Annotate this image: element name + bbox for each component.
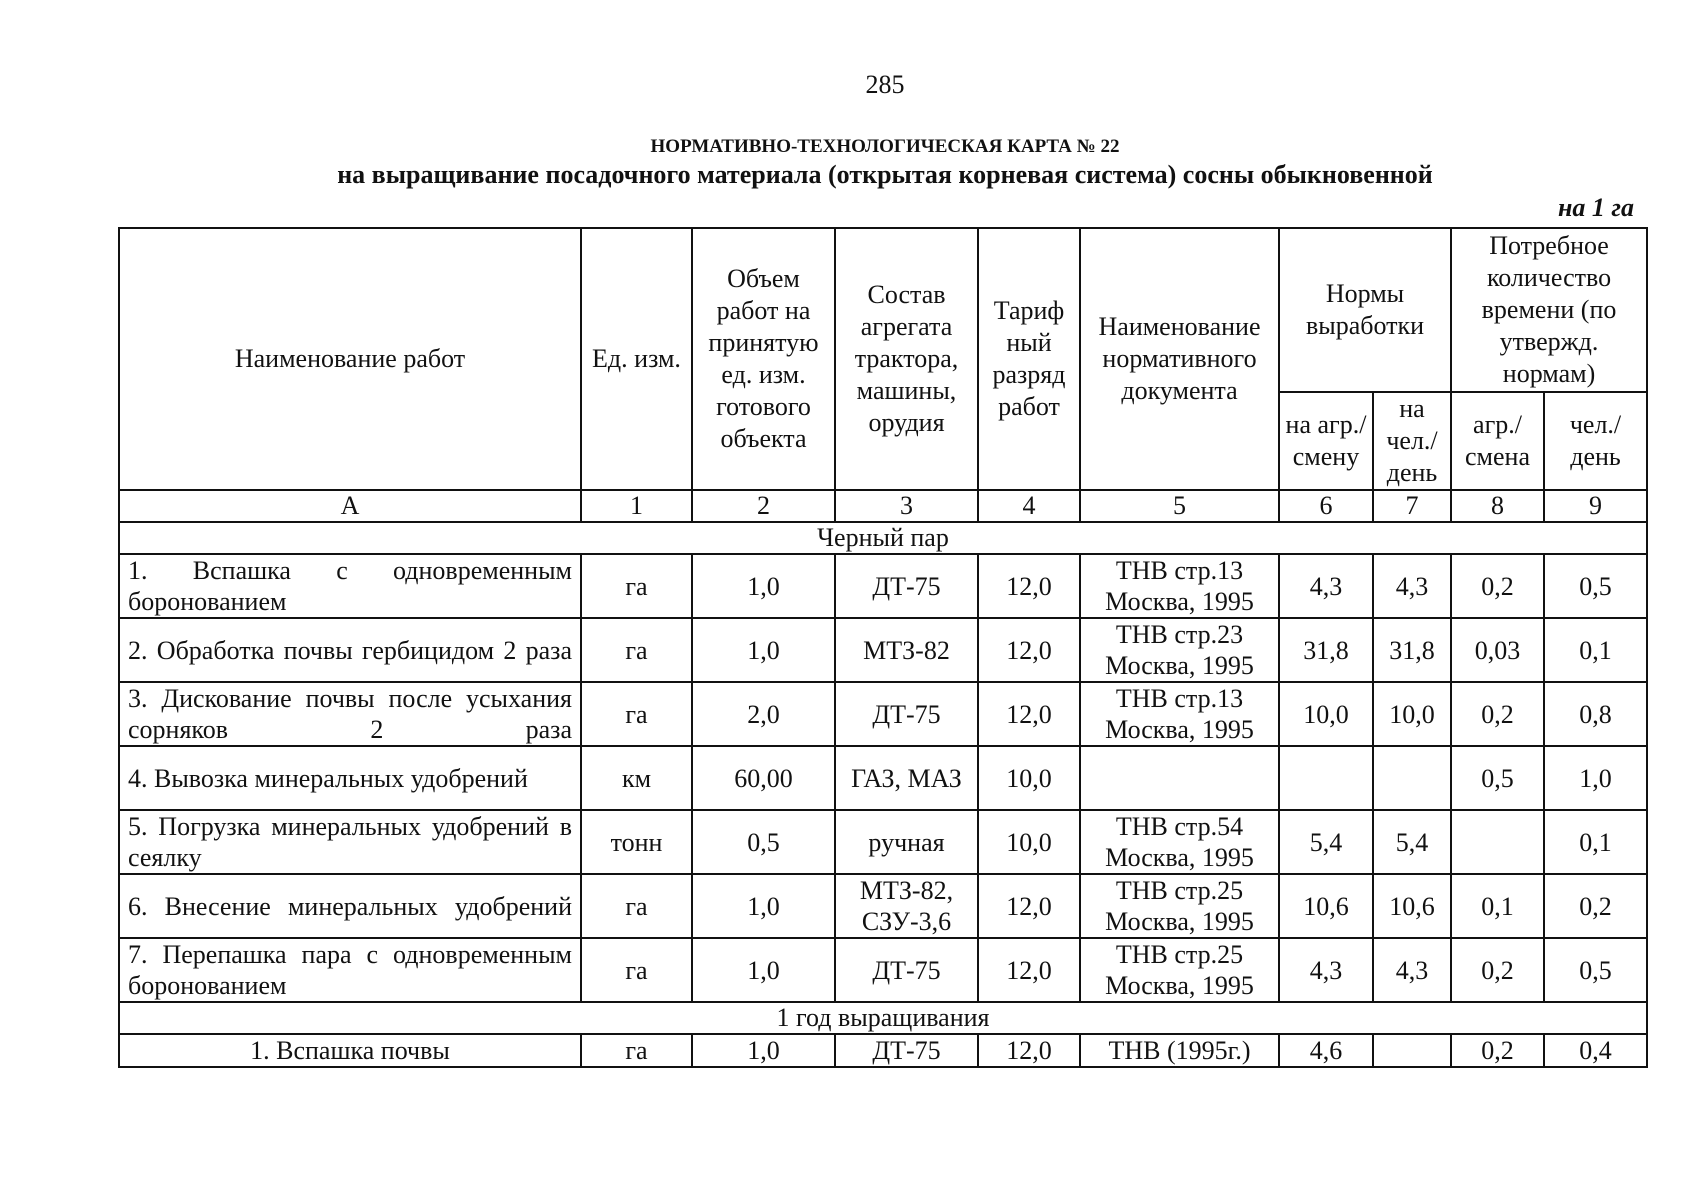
tariff-cell: 10,0 [978, 810, 1080, 874]
time-person-cell: 1,0 [1544, 746, 1647, 810]
index-cell: 1 [581, 490, 692, 522]
index-row [119, 490, 1647, 522]
time-agr-cell [1451, 810, 1544, 874]
index-cell: 7 [1373, 490, 1451, 522]
table-row [119, 874, 1647, 938]
aggregate-cell: ДТ-75 [835, 938, 978, 1002]
work-name-cell: 6. Внесение минеральных удобрений [119, 874, 581, 938]
table-row [119, 554, 1647, 618]
header-work: Наименование работ [119, 228, 581, 490]
header-time-required: Потребное количество времени (по утвержд. нормам) [1451, 228, 1647, 392]
unit-note: на 1 га [1557, 193, 1634, 222]
aggregate-cell: ручная [835, 810, 978, 874]
page-number: 285 [865, 70, 905, 99]
norm-person-cell: 4,3 [1373, 938, 1451, 1002]
tariff-cell: 12,0 [978, 938, 1080, 1002]
unit-cell: га [581, 1034, 692, 1067]
unit-cell: га [581, 938, 692, 1002]
index-cell: 3 [835, 490, 978, 522]
time-agr-cell: 0,03 [1451, 618, 1544, 682]
volume-cell: 60,00 [692, 746, 835, 810]
volume-cell: 1,0 [692, 554, 835, 618]
norm-agr-cell: 4,6 [1279, 1034, 1373, 1067]
time-person-cell: 0,1 [1544, 810, 1647, 874]
section-row [119, 1002, 1647, 1034]
work-name-cell: 5. Погрузка минеральных удобрений в сеялку [119, 810, 581, 874]
tariff-cell: 12,0 [978, 554, 1080, 618]
work-name-cell: 1. Вспашка почвы [119, 1034, 581, 1067]
tariff-cell: 12,0 [978, 618, 1080, 682]
header-volume: Объем работ на принятую ед. изм. готового объекта [692, 228, 835, 490]
norm-agr-cell: 4,3 [1279, 938, 1373, 1002]
aggregate-cell: ГАЗ, МАЗ [835, 746, 978, 810]
norm-person-cell [1373, 746, 1451, 810]
volume-cell: 1,0 [692, 618, 835, 682]
section-row [119, 522, 1647, 554]
time-person-cell: 0,8 [1544, 682, 1647, 746]
norm-person-cell: 10,0 [1373, 682, 1451, 746]
document-cell: ТНВ стр.25 Москва, 1995 [1080, 938, 1279, 1002]
tariff-cell: 12,0 [978, 1034, 1080, 1067]
index-cell: 9 [1544, 490, 1647, 522]
index-cell: 5 [1080, 490, 1279, 522]
tariff-cell: 10,0 [978, 746, 1080, 810]
aggregate-cell: ДТ-75 [835, 682, 978, 746]
aggregate-cell: ДТ-75 [835, 554, 978, 618]
work-name-cell: 2. Обработка почвы гербицидом 2 раза [119, 618, 581, 682]
volume-cell: 1,0 [692, 938, 835, 1002]
norm-person-cell [1373, 1034, 1451, 1067]
norm-table [118, 227, 1648, 1068]
index-cell: 6 [1279, 490, 1373, 522]
norm-person-cell: 31,8 [1373, 618, 1451, 682]
index-cell: 8 [1451, 490, 1544, 522]
header-norms-agr: на агр./ смену [1279, 392, 1373, 490]
document-subtitle: на выращивание посадочного материала (открытая корневая система) сосны обыкновенной [337, 160, 1433, 189]
work-name-cell: 3. Дискование почвы после усыхания сорняков 2 раза [119, 682, 581, 746]
document-cell: ТНВ стр.54 Москва, 1995 [1080, 810, 1279, 874]
tariff-cell: 12,0 [978, 874, 1080, 938]
section-title: 1 год выращивания [119, 1002, 1647, 1034]
norm-agr-cell: 10,6 [1279, 874, 1373, 938]
time-person-cell: 0,5 [1544, 554, 1647, 618]
norm-agr-cell: 5,4 [1279, 810, 1373, 874]
time-agr-cell: 0,2 [1451, 938, 1544, 1002]
norm-agr-cell: 31,8 [1279, 618, 1373, 682]
aggregate-cell: ДТ-75 [835, 1034, 978, 1067]
index-cell: 2 [692, 490, 835, 522]
index-cell: 4 [978, 490, 1080, 522]
document-cell: ТНВ (1995г.) [1080, 1034, 1279, 1067]
unit-cell: га [581, 682, 692, 746]
document-cell: ТНВ стр.13 Москва, 1995 [1080, 682, 1279, 746]
header-time-agr: агр./ смена [1451, 392, 1544, 490]
table-row [119, 682, 1647, 746]
table-row [119, 810, 1647, 874]
index-cell: А [119, 490, 581, 522]
document-cell: ТНВ стр.23 Москва, 1995 [1080, 618, 1279, 682]
header-norms-person: на чел./ день [1373, 392, 1451, 490]
time-agr-cell: 0,1 [1451, 874, 1544, 938]
norm-person-cell: 4,3 [1373, 554, 1451, 618]
header-tariff: Тариф ный разряд работ [978, 228, 1080, 490]
table-row [119, 746, 1647, 810]
table-row [119, 938, 1647, 1002]
document-cell [1080, 746, 1279, 810]
volume-cell: 0,5 [692, 810, 835, 874]
volume-cell: 2,0 [692, 682, 835, 746]
work-name-cell: 7. Перепашка пара с одновременным боронованием [119, 938, 581, 1002]
header-unit: Ед. изм. [581, 228, 692, 490]
header-time-person: чел./ день [1544, 392, 1647, 490]
document-cell: ТНВ стр.25 Москва, 1995 [1080, 874, 1279, 938]
time-person-cell: 0,2 [1544, 874, 1647, 938]
volume-cell: 1,0 [692, 1034, 835, 1067]
header-norms: Нормы выработки [1279, 228, 1451, 392]
table-row [119, 1034, 1647, 1067]
time-person-cell: 0,4 [1544, 1034, 1647, 1067]
time-person-cell: 0,5 [1544, 938, 1647, 1002]
norm-person-cell: 10,6 [1373, 874, 1451, 938]
aggregate-cell: МТЗ-82, СЗУ-3,6 [835, 874, 978, 938]
document-title: НОРМАТИВНО-ТЕХНОЛОГИЧЕСКАЯ КАРТА № 22 [650, 136, 1120, 157]
table-row [119, 618, 1647, 682]
header-aggregate: Состав агрегата трактора, машины, орудия [835, 228, 978, 490]
volume-cell: 1,0 [692, 874, 835, 938]
time-agr-cell: 0,2 [1451, 682, 1544, 746]
time-agr-cell: 0,2 [1451, 1034, 1544, 1067]
work-name-cell: 1. Вспашка с одновременным боронованием [119, 554, 581, 618]
unit-cell: га [581, 874, 692, 938]
norm-agr-cell: 10,0 [1279, 682, 1373, 746]
aggregate-cell: МТЗ-82 [835, 618, 978, 682]
time-agr-cell: 0,2 [1451, 554, 1544, 618]
work-name-cell: 4. Вывозка минеральных удобрений [119, 746, 581, 810]
header-document: Наименование нормативного документа [1080, 228, 1279, 490]
tariff-cell: 12,0 [978, 682, 1080, 746]
time-person-cell: 0,1 [1544, 618, 1647, 682]
unit-cell: тонн [581, 810, 692, 874]
unit-cell: га [581, 554, 692, 618]
norm-agr-cell [1279, 746, 1373, 810]
norm-agr-cell: 4,3 [1279, 554, 1373, 618]
time-agr-cell: 0,5 [1451, 746, 1544, 810]
header-row-1 [119, 228, 1647, 392]
document-cell: ТНВ стр.13 Москва, 1995 [1080, 554, 1279, 618]
norm-person-cell: 5,4 [1373, 810, 1451, 874]
unit-cell: га [581, 618, 692, 682]
section-title: Черный пар [119, 522, 1647, 554]
unit-cell: км [581, 746, 692, 810]
